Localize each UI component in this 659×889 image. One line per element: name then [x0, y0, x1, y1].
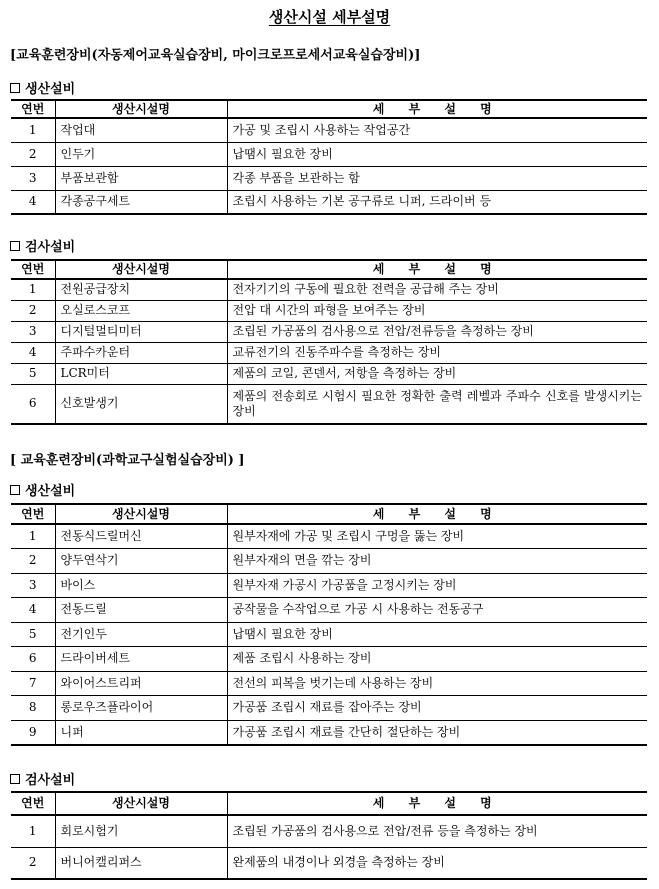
- checkbox-square-icon: [10, 241, 20, 251]
- facility-description: 제품의 전송회로 시험시 필요한 정확한 출력 레벨과 주파수 신호를 발생시키는 장비: [227, 384, 647, 424]
- facility-name: 전동식드릴머신: [55, 524, 227, 549]
- header-description: 세 부 설 명: [227, 100, 647, 118]
- table-row: [11, 622, 647, 647]
- row-number: 2: [11, 549, 55, 574]
- facility-name: 버니어캘리퍼스: [55, 847, 227, 879]
- table-row: [11, 524, 647, 549]
- row-number: 2: [11, 300, 55, 321]
- table-row: [11, 384, 647, 424]
- facility-name: LCR미터: [55, 363, 227, 384]
- section1-heading: [교육훈련장비(자동제어교육실습장비, 마이크로프로세서교육실습장비)]: [10, 48, 421, 63]
- row-number: 1: [11, 815, 55, 847]
- row-number: 8: [11, 696, 55, 721]
- table-header-row: [11, 504, 647, 524]
- facility-name: 롱로우즈플라이어: [55, 696, 227, 721]
- facility-description: 원부자재 가공시 가공품을 고정시키는 장비: [227, 573, 647, 598]
- facility-name: 신호발생기: [55, 384, 227, 424]
- facility-name: 와이어스트리퍼: [55, 671, 227, 696]
- facility-description: 전자기기의 구동에 필요한 전력을 공급해 주는 장비: [227, 279, 647, 300]
- facility-description: 조립된 가공품의 검사용으로 전압/전류등을 측정하는 장비: [227, 321, 647, 342]
- row-number: 2: [11, 847, 55, 879]
- row-number: 5: [11, 363, 55, 384]
- row-number: 3: [11, 573, 55, 598]
- facility-name: 니퍼: [55, 720, 227, 745]
- facility-description: 가공품 조립시 재료를 간단히 절단하는 장비: [227, 720, 647, 745]
- row-number: 6: [11, 384, 55, 424]
- table-row: [11, 720, 647, 745]
- facility-name: 드라이버세트: [55, 647, 227, 672]
- facility-name: 인두기: [55, 142, 227, 166]
- facility-name: 바이스: [55, 573, 227, 598]
- row-number: 4: [11, 598, 55, 623]
- facility-description: 교류전기의 진동주파수를 측정하는 장비: [227, 342, 647, 363]
- table-row: [11, 647, 647, 672]
- table-row: [11, 671, 647, 696]
- checkbox-square-icon: [10, 485, 20, 495]
- facility-description: 공작물을 수작업으로 가공 시 사용하는 전동공구: [227, 598, 647, 623]
- section2-inspection-table: [11, 791, 647, 880]
- facility-name: 디지털멀티미터: [55, 321, 227, 342]
- facility-name: 오실로스코프: [55, 300, 227, 321]
- checkbox-square-icon: [10, 774, 20, 784]
- row-number: 1: [11, 524, 55, 549]
- facility-name: 전기인두: [55, 622, 227, 647]
- header-description: 세 부 설 명: [227, 260, 647, 279]
- facility-name: 주파수카운터: [55, 342, 227, 363]
- page-title-text: 생산시설 세부설명: [268, 8, 391, 26]
- header-facility-name: 생산시설명: [55, 504, 227, 524]
- table-row: [11, 363, 647, 384]
- section2-inspection-label: 검사설비: [25, 773, 76, 788]
- table-header-row: [11, 100, 647, 118]
- section1-production-label: 생산설비: [25, 82, 76, 97]
- facility-description: 원부자재에 가공 및 조립시 구멍을 뚫는 장비: [227, 524, 647, 549]
- facility-name: 작업대: [55, 118, 227, 142]
- facility-description: 납땜시 필요한 장비: [227, 142, 647, 166]
- facility-description: 완제품의 내경이나 외경을 측정하는 장비: [227, 847, 647, 879]
- row-number: 3: [11, 166, 55, 190]
- header-description: 세 부 설 명: [227, 792, 647, 815]
- table-row: [11, 190, 647, 214]
- table-row: [11, 342, 647, 363]
- section2-production-label: 생산설비: [25, 484, 76, 499]
- table-row: [11, 847, 647, 879]
- header-no: 연번: [11, 504, 55, 524]
- section1-inspection-table: [11, 259, 647, 425]
- header-no: 연번: [11, 100, 55, 118]
- row-number: 5: [11, 622, 55, 647]
- section1-production-table: [11, 99, 647, 215]
- facility-name: 양두연삭기: [55, 549, 227, 574]
- row-number: 6: [11, 647, 55, 672]
- table-row: [11, 598, 647, 623]
- section2-heading: [ 교육훈련장비(과학교구실험실습장비) ]: [10, 453, 245, 468]
- facility-description: 조립시 사용하는 기본 공구류로 니퍼, 드라이버 등: [227, 190, 647, 214]
- facility-description: 제품 조립시 사용하는 장비: [227, 647, 647, 672]
- header-no: 연번: [11, 792, 55, 815]
- header-facility-name: 생산시설명: [55, 260, 227, 279]
- table-row: [11, 279, 647, 300]
- header-no: 연번: [11, 260, 55, 279]
- table-row: [11, 321, 647, 342]
- header-facility-name: 생산시설명: [55, 100, 227, 118]
- facility-name: 각종공구세트: [55, 190, 227, 214]
- row-number: 4: [11, 190, 55, 214]
- table-row: [11, 300, 647, 321]
- table-header-row: [11, 260, 647, 279]
- row-number: 2: [11, 142, 55, 166]
- table-row: [11, 142, 647, 166]
- facility-name: 회로시험기: [55, 815, 227, 847]
- row-number: 9: [11, 720, 55, 745]
- page-title: [0, 6, 659, 27]
- facility-name: 부품보관함: [55, 166, 227, 190]
- table-row: [11, 166, 647, 190]
- facility-description: 전선의 피복을 벗기는데 사용하는 장비: [227, 671, 647, 696]
- facility-description: 제품의 코일, 콘덴서, 저항을 측정하는 장비: [227, 363, 647, 384]
- facility-description: 원부자재의 면을 깎는 장비: [227, 549, 647, 574]
- section2-production-heading: [10, 480, 75, 499]
- section1-production-heading: [10, 78, 75, 97]
- facility-name: 전동드릴: [55, 598, 227, 623]
- facility-description: 납땜시 필요한 장비: [227, 622, 647, 647]
- section2-production-table: [11, 503, 647, 746]
- table-header-row: [11, 792, 647, 815]
- row-number: 7: [11, 671, 55, 696]
- facility-description: 가공품 조립시 재료를 잡아주는 장비: [227, 696, 647, 721]
- header-facility-name: 생산시설명: [55, 792, 227, 815]
- section1-inspection-heading: [10, 236, 75, 255]
- row-number: 4: [11, 342, 55, 363]
- section2-inspection-heading: [10, 769, 75, 788]
- table-row: [11, 696, 647, 721]
- table-row: [11, 573, 647, 598]
- row-number: 1: [11, 279, 55, 300]
- table-row: [11, 815, 647, 847]
- facility-description: 조립된 가공품의 검사용으로 전압/전류 등을 측정하는 장비: [227, 815, 647, 847]
- row-number: 1: [11, 118, 55, 142]
- checkbox-square-icon: [10, 83, 20, 93]
- facility-description: 전압 대 시간의 파형을 보여주는 장비: [227, 300, 647, 321]
- row-number: 3: [11, 321, 55, 342]
- facility-description: 가공 및 조립시 사용하는 작업공간: [227, 118, 647, 142]
- table-row: [11, 549, 647, 574]
- header-description: 세 부 설 명: [227, 504, 647, 524]
- section1-inspection-label: 검사설비: [25, 240, 76, 255]
- facility-name: 전원공급장치: [55, 279, 227, 300]
- facility-description: 각종 부품을 보관하는 함: [227, 166, 647, 190]
- table-row: [11, 118, 647, 142]
